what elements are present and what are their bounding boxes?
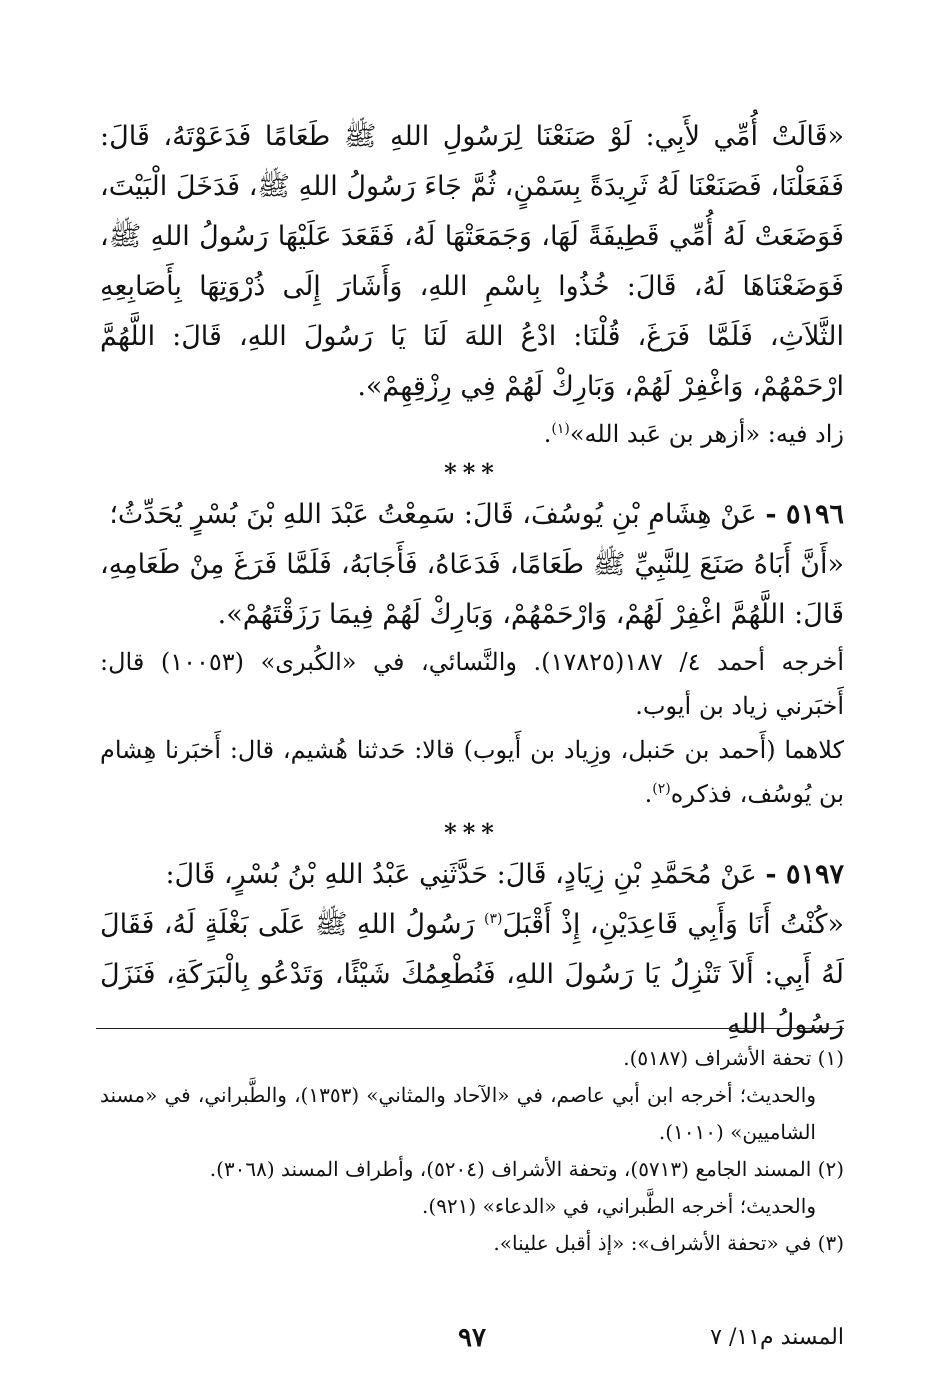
zad-note: زاد فيه: «أزهر بن عَبد الله»$^{(١)}$.	[543, 420, 844, 448]
hadith-5195-continuation: «قَالَتْ أُمِّي لأَبِي: لَوْ صَنَعْنَا لِرَسُولِ اللهِ ﷺ طَعَامًا فَدَعَوْتَهُ، قَالَ: فَفَعَلْنَا، فَصَنَعْنَا لَهُ ثَرِيدَةً بِسَمْنٍ، ثُمَّ جَاءَ رَسُولُ اللهِ ﷺ، فَدَخَلَ الْبَيْتَ، فَوَضَعَتْ لَهُ أُمِّي قَطِيفَةً لَهَا، وَجَمَعَتْهَا لَهُ، فَقَعَدَ عَلَيْهَا رَسُولُ اللهِ ﷺ، فَوَضَعْنَاهَا لَهُ، قَالَ: خُذُوا بِاسْمِ اللهِ، وَأَشَارَ إِلَى ذُرْوَتِهَا بِأَصَابِعِهِ الثَّلاَثِ، فَلَمَّا فَرَغَ، قُلْنَا: ادْعُ اللهَ لَنَا يَا رَسُولَ اللهِ، قَالَ: اللَّهُمَّ ارْحَمْهُمْ، وَاغْفِرْ لَهُمْ، وَبَارِكْ لَهُمْ فِي رِزْقِهِمْ».	[100, 121, 844, 402]
footnote-1-continuation: والحديث؛ أخرجه ابن أبي عاصم، في «الآحاد والمثاني» (١٣٥٣)، والطَّبراني، في «مسند الشاميين» (١٠١٠).	[100, 1083, 816, 1144]
separator-stars: ***	[444, 458, 500, 487]
signature-mark: المسند م١١/ ٧	[710, 1325, 844, 1350]
footnote-1: (١) تحفة الأشراف (٥١٨٧).	[623, 1046, 844, 1070]
footnote-3: (٣) في «تحفة الأشراف»: «إذ أقبل علينا».	[493, 1231, 844, 1255]
main-text	[100, 112, 844, 1050]
hadith-number: ٥١٩٧ -	[765, 859, 844, 890]
takhrij-5196-a: أخرجه أحمد ٤/ ١٨٧(١٧٨٢٥). والنَّسائي، في «الكُبرى» (١٠٠٥٣) قال: أَخبَرني زياد بن أيوب.	[100, 648, 844, 720]
hadith-5196-isnad: ٥١٩٦ - عَنْ هِشَامِ بْنِ يُوسُفَ، قَالَ: سَمِعْتُ عَبْدَ اللهِ بْنَ بُسْرٍ يُحَدِّثُ؛	[109, 499, 844, 530]
footnotes	[100, 1040, 844, 1262]
footnote-2-continuation: والحديث؛ أخرجه الطَّبراني، في «الدعاء» (٩٢١).	[422, 1194, 816, 1218]
footnote-2: (٢) المسند الجامع (٥٧١٣)، وتحفة الأشراف (٥٢٠٤)، وأطراف المسند (٣٠٦٨).	[209, 1157, 844, 1181]
footnote-ref-3: (٣)	[484, 911, 503, 927]
footnote-ref-2: (٢)	[652, 781, 671, 797]
takhrij-5196-b: كلاهما (أَحمد بن حَنبل، وزِياد بن أَيوب) قالا: حَدثنا هُشيم، قال: أَخبَرنا هِشام بن يُوسُف، فذكره$^{(٢)}$.	[100, 736, 844, 808]
hadith-5197-isnad: ٥١٩٧ - عَنْ مُحَمَّدِ بْنِ زِيَادٍ، قَالَ: حَدَّثَنِي عَبْدُ اللهِ بْنُ بُسْرٍ، قَالَ:	[165, 859, 844, 890]
hadith-5197-matn: «كُنْتُ أَنَا وَأَبِي قَاعِدَيْنِ، إِذْ أَقْبَلَ$^{(٣)}$ رَسُولُ اللهِ ﷺ عَلَى بَغْلَةٍ لَهُ، فَقَالَ لَهُ أَبِي: أَلاَ تَنْزِلُ يَا رَسُولَ اللهِ، فَنُطْعِمُكَ شَيْئًا، وَتَدْعُو بِالْبَرَكَةِ، فَنَزَلَ رَسُولُ اللهِ	[100, 909, 844, 1040]
footnote-divider	[96, 1028, 844, 1029]
hadith-5196-matn: «أَنَّ أَبَاهُ صَنَعَ لِلنَّبِيِّ ﷺ طَعَامًا، فَدَعَاهُ، فَأَجَابَهُ، فَلَمَّا فَرَغَ مِنْ طَعَامِهِ، قَالَ: اللَّهُمَّ اغْفِرْ لَهُمْ، وَارْحَمْهُمْ، وَبَارِكْ لَهُمْ فِيمَا رَزَقْتَهُمْ».	[100, 549, 844, 630]
footnote-ref-1: (١)	[551, 421, 570, 437]
page-number: ٩٧	[458, 1323, 486, 1353]
separator-stars: ***	[444, 818, 500, 847]
hadith-number: ٥١٩٦ -	[765, 499, 844, 530]
